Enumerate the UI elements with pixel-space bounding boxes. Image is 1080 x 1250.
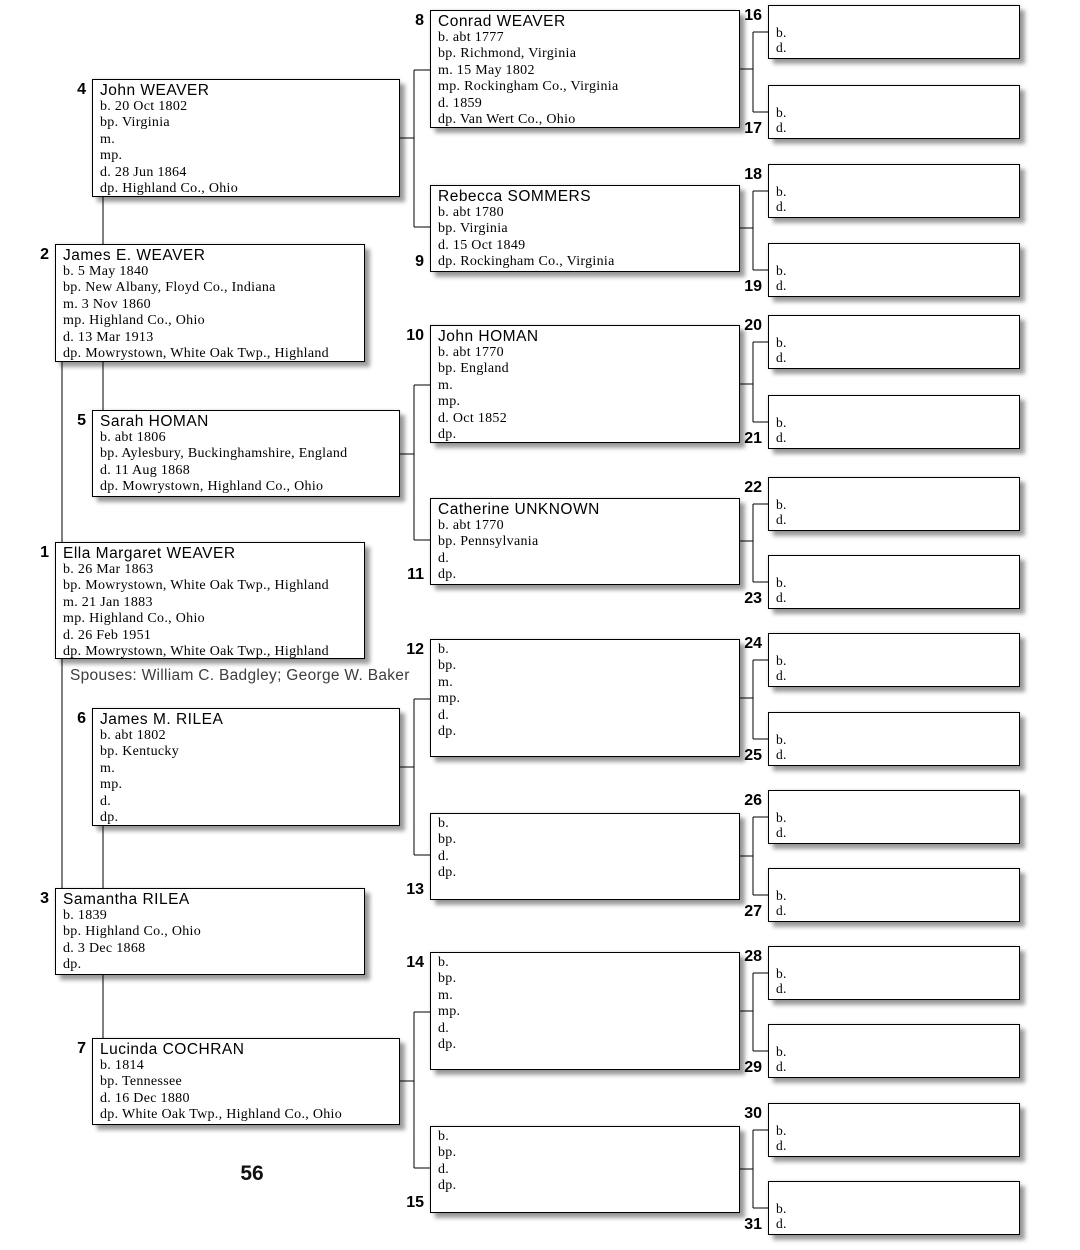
- person-number-label: 11: [407, 566, 424, 583]
- person-number-label: 8: [415, 12, 424, 29]
- person-number-label: 22: [744, 479, 762, 496]
- person-detail-line: b. 20 Oct 1802: [100, 99, 188, 114]
- person-box-22: [768, 477, 1020, 531]
- person-detail-line: d.: [776, 747, 787, 762]
- person-detail-line: d. 15 Oct 1849: [438, 237, 526, 253]
- person-detail-line: b.: [776, 966, 787, 981]
- person-box-31: [768, 1181, 1020, 1235]
- person-detail-line: dp. Highland Co., Ohio: [100, 181, 239, 197]
- person-detail-line: m. 15 May 1802: [438, 62, 535, 78]
- person-detail-line: d.: [776, 512, 787, 527]
- person-name: Rebecca SOMMERS: [438, 188, 592, 205]
- person-name: Samantha RILEA: [63, 891, 190, 908]
- person-detail-line: mp.: [438, 1004, 461, 1020]
- person-detail-line: mp. Rockingham Co., Virginia: [438, 79, 619, 95]
- person-detail-line: bp. Richmond, Virginia: [438, 46, 577, 62]
- person-detail-line: b.: [776, 575, 787, 590]
- person-box-5: [92, 410, 400, 497]
- person-box-13: [430, 813, 740, 900]
- person-detail-line: dp.: [438, 1178, 457, 1194]
- person-detail-line: bp. Virginia: [438, 221, 508, 237]
- person-box-8: [430, 10, 740, 128]
- person-detail-line: bp. Kentucky: [100, 744, 180, 760]
- person-box-26: [768, 790, 1020, 844]
- person-number-label: 6: [77, 710, 86, 727]
- person-number-label: 30: [744, 1105, 762, 1122]
- person-detail-line: dp.: [100, 810, 119, 826]
- person-detail-line: b. abt 1806: [100, 430, 166, 445]
- person-detail-line: bp. England: [438, 361, 509, 377]
- person-detail-line: mp.: [438, 394, 461, 410]
- person-number-label: 4: [77, 81, 86, 98]
- person-number-label: 7: [77, 1040, 86, 1057]
- person-detail-line: d.: [438, 1161, 450, 1177]
- person-box-12: [430, 639, 740, 757]
- person-detail-line: d. 16 Dec 1880: [100, 1090, 190, 1106]
- person-detail-line: bp. Highland Co., Ohio: [63, 924, 202, 940]
- person-number-label: 10: [406, 327, 424, 344]
- person-detail-line: dp. Van Wert Co., Ohio: [438, 112, 576, 128]
- person-detail-line: b. 26 Mar 1863: [63, 562, 154, 577]
- person-detail-line: b.: [776, 1123, 787, 1138]
- person-number-label: 21: [744, 430, 762, 447]
- person-detail-line: bp. Virginia: [100, 115, 170, 131]
- person-detail-line: d.: [776, 278, 787, 293]
- person-name: Ella Margaret WEAVER: [63, 545, 236, 562]
- person-detail-line: d.: [776, 981, 787, 996]
- person-detail-line: mp.: [100, 148, 123, 164]
- person-detail-line: dp. Mowrystown, White Oak Twp., Highland: [63, 644, 329, 659]
- person-detail-line: b.: [776, 497, 787, 512]
- person-name: Lucinda COCHRAN: [100, 1041, 245, 1058]
- person-detail-line: bp.: [438, 971, 457, 987]
- person-box-6: [92, 708, 400, 826]
- person-number-label: 28: [744, 948, 762, 965]
- person-number-label: 17: [744, 120, 762, 137]
- person-detail-line: b. abt 1780: [438, 205, 504, 220]
- person-detail-line: b.: [776, 335, 787, 350]
- person-box-14: [430, 952, 740, 1070]
- person-detail-line: d.: [776, 120, 787, 135]
- person-name: John WEAVER: [100, 82, 210, 99]
- person-number-label: 18: [744, 166, 762, 183]
- person-name: John HOMAN: [438, 328, 539, 345]
- person-detail-line: d. Oct 1852: [438, 410, 508, 426]
- person-detail-line: b. 1839: [63, 908, 108, 923]
- person-detail-line: b. abt 1770: [438, 345, 504, 360]
- person-detail-line: d. 1859: [438, 95, 483, 111]
- person-detail-line: b. abt 1777: [438, 30, 504, 45]
- person-detail-line: bp. New Albany, Floyd Co., Indiana: [63, 280, 276, 296]
- person-detail-line: b. 5 May 1840: [63, 264, 149, 279]
- person-detail-line: dp.: [438, 1037, 457, 1053]
- person-detail-line: mp. Highland Co., Ohio: [63, 313, 205, 329]
- person-detail-line: m.: [438, 377, 453, 393]
- person-detail-line: m.: [438, 987, 453, 1003]
- spouses-note: Spouses: William C. Badgley; George W. Baker: [70, 667, 410, 684]
- person-detail-line: b.: [776, 105, 787, 120]
- person-detail-line: b.: [776, 1044, 787, 1059]
- person-detail-line: d.: [776, 1059, 787, 1074]
- person-detail-line: bp.: [438, 658, 457, 674]
- person-detail-line: d.: [776, 668, 787, 683]
- person-detail-line: bp.: [438, 832, 457, 848]
- person-box-23: [768, 555, 1020, 609]
- person-detail-line: b. 1814: [100, 1058, 145, 1073]
- person-detail-line: dp.: [438, 567, 457, 583]
- person-detail-line: d.: [776, 350, 787, 365]
- person-number-label: 5: [77, 412, 86, 429]
- person-detail-line: d. 3 Dec 1868: [63, 940, 146, 956]
- person-detail-line: dp. Rockingham Co., Virginia: [438, 254, 615, 270]
- person-detail-line: b.: [776, 25, 787, 40]
- person-detail-line: d. 13 Mar 1913: [63, 329, 154, 345]
- person-number-label: 25: [744, 747, 762, 764]
- person-detail-line: b.: [776, 732, 787, 747]
- person-detail-line: b.: [776, 810, 787, 825]
- person-detail-line: dp.: [438, 427, 457, 443]
- person-number-label: 26: [744, 792, 762, 809]
- person-box-4: [92, 79, 400, 197]
- person-detail-line: d.: [438, 707, 450, 723]
- person-detail-line: bp. Tennessee: [100, 1074, 182, 1090]
- person-number-label: 20: [744, 317, 762, 334]
- person-detail-line: mp. Highland Co., Ohio: [63, 611, 205, 627]
- person-detail-line: m.: [100, 760, 115, 776]
- person-number-label: 31: [744, 1216, 762, 1233]
- person-number-label: 24: [744, 635, 762, 652]
- person-box-1: [55, 542, 365, 659]
- person-box-19: [768, 243, 1020, 297]
- person-detail-line: b.: [776, 184, 787, 199]
- person-detail-line: b.: [438, 1129, 450, 1144]
- person-detail-line: mp.: [100, 777, 123, 793]
- person-detail-line: b.: [776, 1201, 787, 1216]
- person-detail-line: b. abt 1802: [100, 728, 166, 743]
- person-number-label: 9: [415, 253, 424, 270]
- person-detail-line: d.: [438, 1020, 450, 1036]
- person-number-label: 16: [744, 7, 762, 24]
- person-box-28: [768, 946, 1020, 1000]
- person-box-30: [768, 1103, 1020, 1157]
- person-detail-line: b.: [776, 263, 787, 278]
- person-detail-line: b. abt 1770: [438, 518, 504, 533]
- person-box-18: [768, 164, 1020, 218]
- person-detail-line: d.: [776, 1138, 787, 1153]
- person-detail-line: d.: [776, 590, 787, 605]
- person-number-label: 3: [40, 890, 49, 907]
- person-detail-line: mp.: [438, 691, 461, 707]
- person-name: Catherine UNKNOWN: [438, 501, 600, 518]
- person-box-24: [768, 633, 1020, 687]
- person-number-label: 23: [744, 590, 762, 607]
- page-number: 56: [240, 1162, 264, 1185]
- person-box-10: [430, 325, 740, 443]
- person-box-11: [430, 498, 740, 585]
- person-box-15: [430, 1126, 740, 1213]
- person-detail-line: d. 11 Aug 1868: [100, 462, 191, 478]
- person-number-label: 13: [406, 881, 424, 898]
- person-detail-line: b.: [438, 642, 450, 657]
- person-box-9: [430, 185, 740, 272]
- person-detail-line: d.: [776, 903, 787, 918]
- person-name: James M. RILEA: [100, 711, 224, 728]
- person-detail-line: d.: [438, 550, 450, 566]
- person-number-label: 12: [406, 641, 424, 658]
- person-box-20: [768, 315, 1020, 369]
- person-detail-line: b.: [776, 653, 787, 668]
- person-detail-line: d. 26 Feb 1951: [63, 627, 152, 643]
- person-detail-line: b.: [438, 816, 450, 831]
- person-detail-line: dp.: [438, 865, 457, 881]
- person-detail-line: m.: [438, 674, 453, 690]
- person-detail-line: dp. White Oak Twp., Highland Co., Ohio: [100, 1107, 343, 1123]
- person-detail-line: d.: [776, 1216, 787, 1231]
- person-detail-line: m. 21 Jan 1883: [63, 594, 153, 610]
- person-box-29: [768, 1024, 1020, 1078]
- person-box-27: [768, 868, 1020, 922]
- person-box-2: [55, 244, 365, 362]
- person-box-21: [768, 395, 1020, 449]
- person-detail-line: d.: [438, 848, 450, 864]
- person-detail-line: d.: [776, 430, 787, 445]
- person-detail-line: dp. Mowrystown, White Oak Twp., Highland: [63, 346, 329, 362]
- person-box-3: [55, 888, 365, 975]
- person-number-label: 27: [744, 903, 762, 920]
- person-detail-line: dp. Mowrystown, Highland Co., Ohio: [100, 479, 324, 495]
- person-detail-line: bp. Aylesbury, Buckinghamshire, England: [100, 446, 348, 462]
- person-detail-line: bp.: [438, 1145, 457, 1161]
- person-number-label: 19: [744, 278, 762, 295]
- person-number-label: 14: [406, 954, 424, 971]
- person-detail-line: b.: [438, 955, 450, 970]
- person-detail-line: m.: [100, 131, 115, 147]
- person-box-7: [92, 1038, 400, 1125]
- person-number-label: 29: [744, 1059, 762, 1076]
- person-box-17: [768, 85, 1020, 139]
- person-number-label: 2: [40, 246, 49, 263]
- person-name: Sarah HOMAN: [100, 413, 209, 430]
- person-detail-line: d. 28 Jun 1864: [100, 164, 187, 180]
- person-detail-line: d.: [100, 793, 112, 809]
- person-number-label: 15: [406, 1194, 424, 1211]
- person-box-16: [768, 5, 1020, 59]
- person-detail-line: dp.: [438, 724, 457, 740]
- person-detail-line: d.: [776, 825, 787, 840]
- person-name: James E. WEAVER: [63, 247, 206, 264]
- person-detail-line: bp. Mowrystown, White Oak Twp., Highland: [63, 578, 329, 594]
- person-detail-line: m. 3 Nov 1860: [63, 296, 151, 312]
- person-detail-line: b.: [776, 888, 787, 903]
- person-detail-line: b.: [776, 415, 787, 430]
- person-detail-line: dp.: [63, 957, 82, 973]
- person-name: Conrad WEAVER: [438, 13, 566, 30]
- person-number-label: 1: [40, 544, 49, 561]
- person-box-25: [768, 712, 1020, 766]
- person-detail-line: bp. Pennsylvania: [438, 534, 539, 550]
- person-detail-line: d.: [776, 199, 787, 214]
- person-detail-line: d.: [776, 40, 787, 55]
